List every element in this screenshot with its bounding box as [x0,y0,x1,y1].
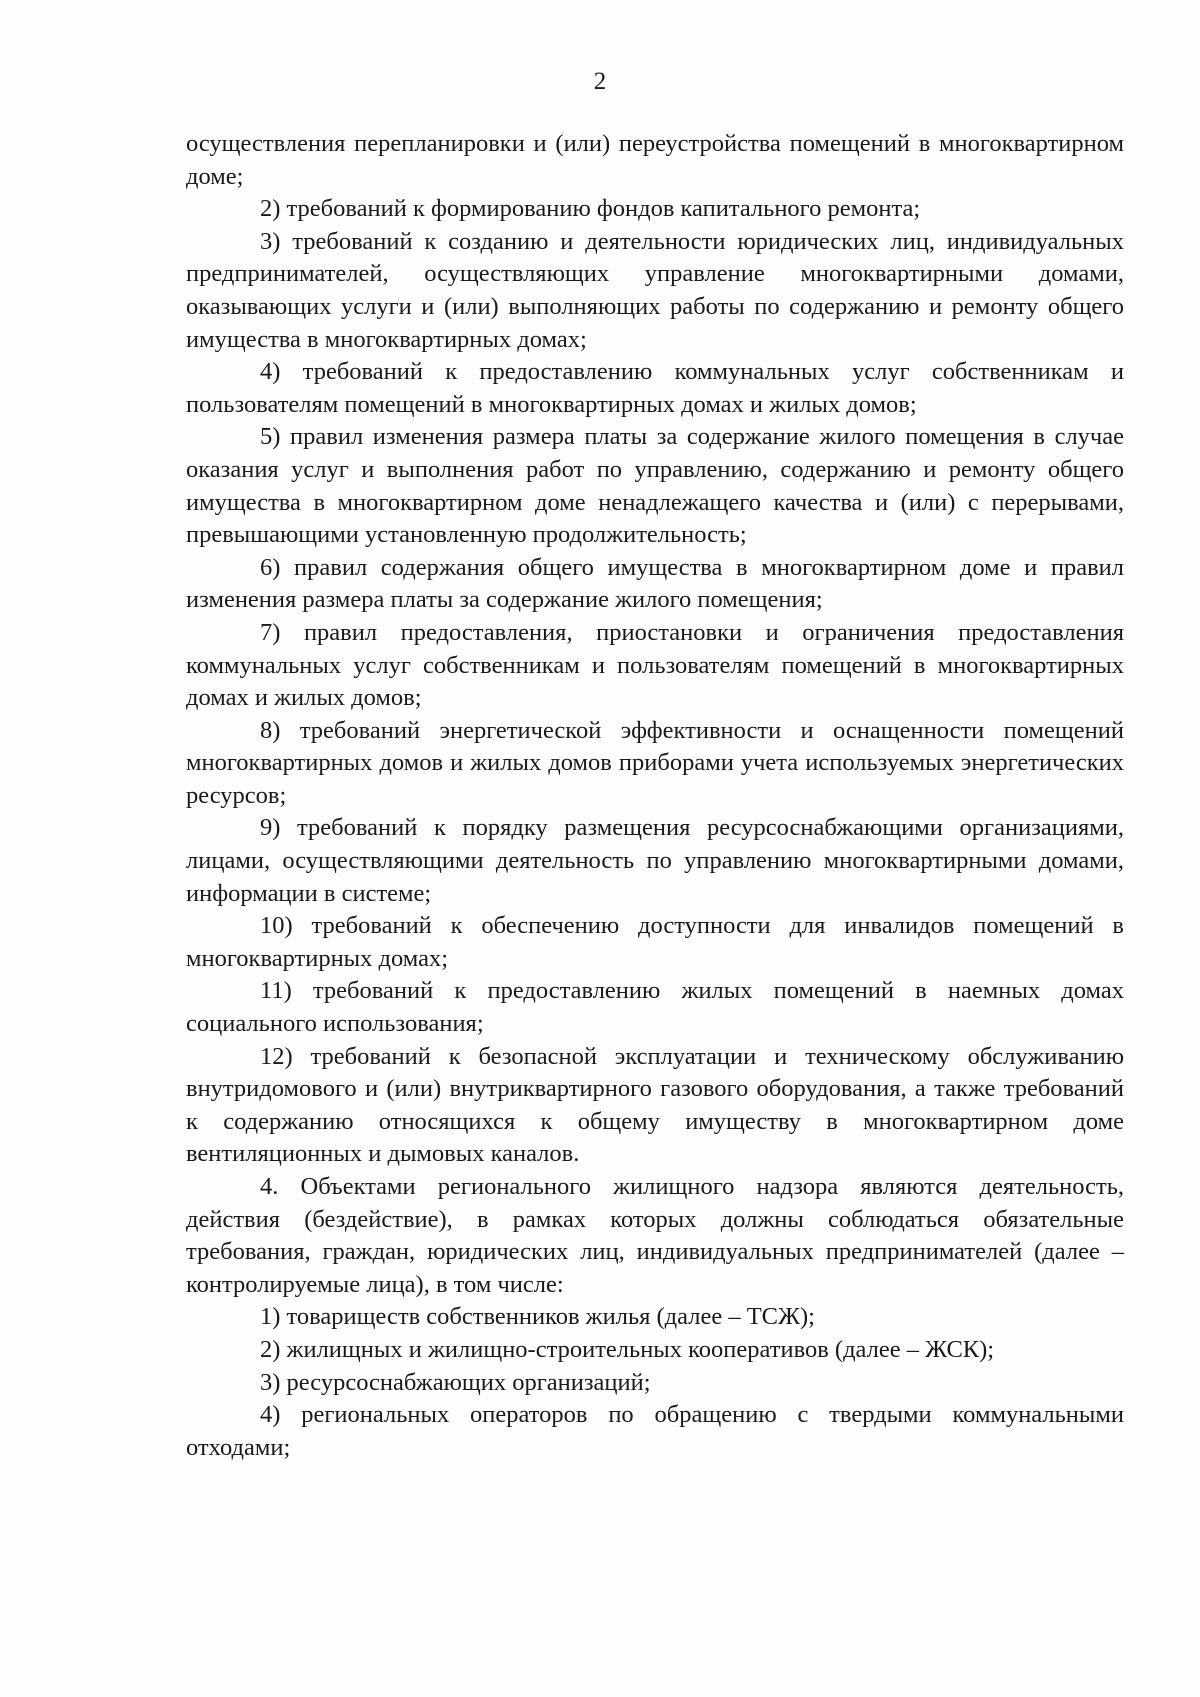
paragraph-item-6-common-property-rules: 6) правил содержания общего имущества в многоквартирном доме и правил изменения размера платы за содержание жилого помещения; [186,553,1124,614]
paragraph-item-10-accessibility: 10) требований к обеспечению доступности для инвалидов помещений в многоквартирных домах; [186,912,1124,972]
page-number: 2 [593,68,607,95]
paragraph-subitem-3-resource-suppliers: 3) ресурсоснабжающих организаций; [260,1368,651,1396]
paragraph-item-5-payment-change-rules: 5) правил изменения размера платы за содержание жилого помещения в случае оказания услуг и выполнения работ по управлению, содержанию и ремонту общего имущества в многоквартирном доме ненадлежащего качества и (или) с перерывами, превышающими установленную продолжительность; [186,423,1124,549]
paragraph-subitem-1-tsj: 1) товариществ собственников жилья (далее – ТСЖ); [260,1303,815,1331]
paragraph-item-3-management-companies: 3) требований к созданию и деятельности юридических лиц, индивидуальных предпринимателей, осуществляющих управление многоквартирными домами, оказывающих услуги и (или) выполняющих работы по содержанию и ремонту общего имущества в многоквартирных домах; [186,227,1124,353]
paragraph-subitem-4-waste-operators: 4) региональных операторов по обращению с твердыми коммунальными отходами; [186,1401,1124,1461]
paragraph-item-2-capital-repair-funds: 2) требований к формированию фондов капитального ремонта; [260,195,921,223]
paragraph-item-7-utility-suspension-rules: 7) правил предоставления, приостановки и ограничения предоставления коммунальных услуг собственникам и пользователям помещений в многоквартирных домах и жилых домов; [186,618,1124,712]
paragraph-item-4-utility-services: 4) требований к предоставлению коммунальных услуг собственникам и пользователям помещений в многоквартирных домах и жилых домов; [186,358,1124,418]
paragraph-item-11-social-housing: 11) требований к предоставлению жилых помещений в наемных домах социального использования; [186,977,1124,1038]
paragraph-item-9-information-disclosure: 9) требований к порядку размещения ресурсоснабжающими организациями, лицами, осуществляющими деятельность по управлению многоквартирными домами, информации в системе; [186,814,1124,907]
document-body [186,128,1124,1464]
paragraph-continuation: осуществления перепланировки и (или) переустройства помещений в многоквартирном доме; [186,130,1124,190]
paragraph-item-8-energy-efficiency: 8) требований энергетической эффективности и оснащенности помещений многоквартирных домов и жилых домов приборами учета используемых энергетических ресурсов; [186,716,1124,809]
paragraph-section-4-supervision-objects: 4. Объектами регионального жилищного надзора являются деятельность, действия (бездействие), в рамках которых должны соблюдаться обязательные требования, граждан, юридических лиц, индивидуальных предпринимателей (далее – контролируемые лица), в том числе: [186,1173,1124,1298]
paragraph-subitem-2-zhsk: 2) жилищных и жилищно-строительных кооперативов (далее – ЖСК); [260,1335,995,1363]
paragraph-item-12-gas-equipment: 12) требований к безопасной эксплуатации и техническому обслуживанию внутридомового и (или) внутриквартирного газового оборудования, а также требований к содержанию относящихся к общему имуществу в многоквартирном доме вентиляционных и дымовых каналов. [186,1042,1124,1168]
